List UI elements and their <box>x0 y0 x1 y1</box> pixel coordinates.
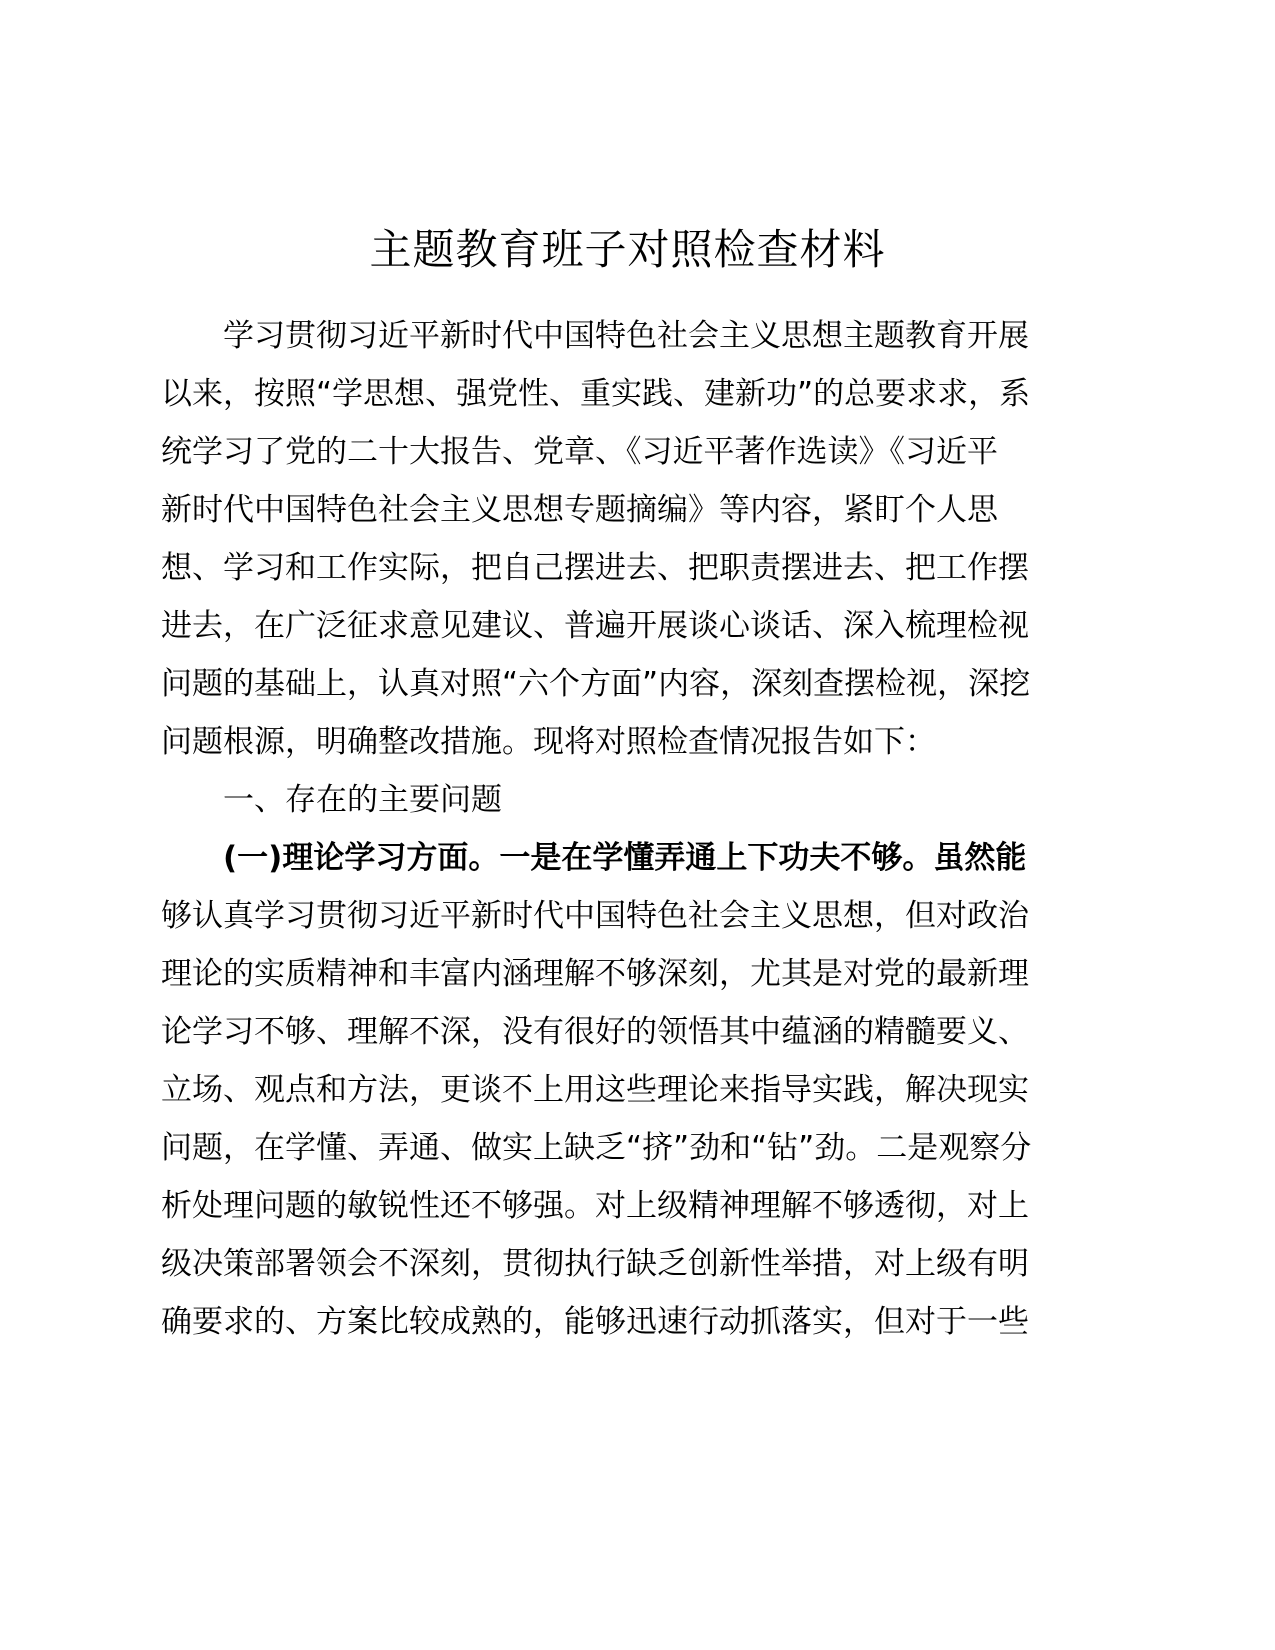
body-line: 级决策部署领会不深刻，贯彻执行缺乏创新性举措，对上级有明 <box>161 1246 1029 1282</box>
document-body <box>161 307 1096 1351</box>
body-line: 问题根源，明确整改措施。现将对照检查情况报告如下： <box>161 724 936 760</box>
subsection-heading-line: (一)理论学习方面。一是在学懂弄通上下功夫不够。虽然能 <box>223 840 1027 876</box>
body-line: 问题的基础上，认真对照“六个方面”内容，深刻查摆检视，深挖 <box>161 666 1031 702</box>
body-line: 理论的实质精神和丰富内涵理解不够深刻，尤其是对党的最新理 <box>161 956 1029 992</box>
body-line: 以来，按照“学思想、强党性、重实践、建新功”的总要求求，系 <box>161 376 1031 412</box>
body-line: 立场、观点和方法，更谈不上用这些理论来指导实践，解决现实 <box>161 1072 1029 1108</box>
body-line: 问题，在学懂、弄通、做实上缺乏“挤”劲和“钻”劲。二是观察分 <box>161 1130 1032 1166</box>
section-heading: 一、存在的主要问题 <box>223 782 502 818</box>
body-line: 论学习不够、理解不深，没有很好的领悟其中蕴涵的精髓要义、 <box>161 1014 1029 1050</box>
body-line: 够认真学习贯彻习近平新时代中国特色社会主义思想，但对政治 <box>161 898 1029 934</box>
document-title: 主题教育班子对照检查材料 <box>369 225 886 274</box>
body-line: 想、学习和工作实际，把自己摆进去、把职责摆进去、把工作摆 <box>161 550 1029 586</box>
body-line: 进去，在广泛征求意见建议、普遍开展谈心谈话、深入梳理检视 <box>161 608 1029 644</box>
body-line: 析处理问题的敏锐性还不够强。对上级精神理解不够透彻，对上 <box>161 1188 1029 1224</box>
body-line: 确要求的、方案比较成熟的，能够迅速行动抓落实，但对于一些 <box>161 1304 1029 1340</box>
body-line: 学习贯彻习近平新时代中国特色社会主义思想主题教育开展 <box>223 318 1029 354</box>
body-line: 新时代中国特色社会主义思想专题摘编》等内容，紧盯个人思 <box>161 492 998 528</box>
body-line: 统学习了党的二十大报告、党章、《习近平著作选读》《习近平 <box>161 434 998 470</box>
